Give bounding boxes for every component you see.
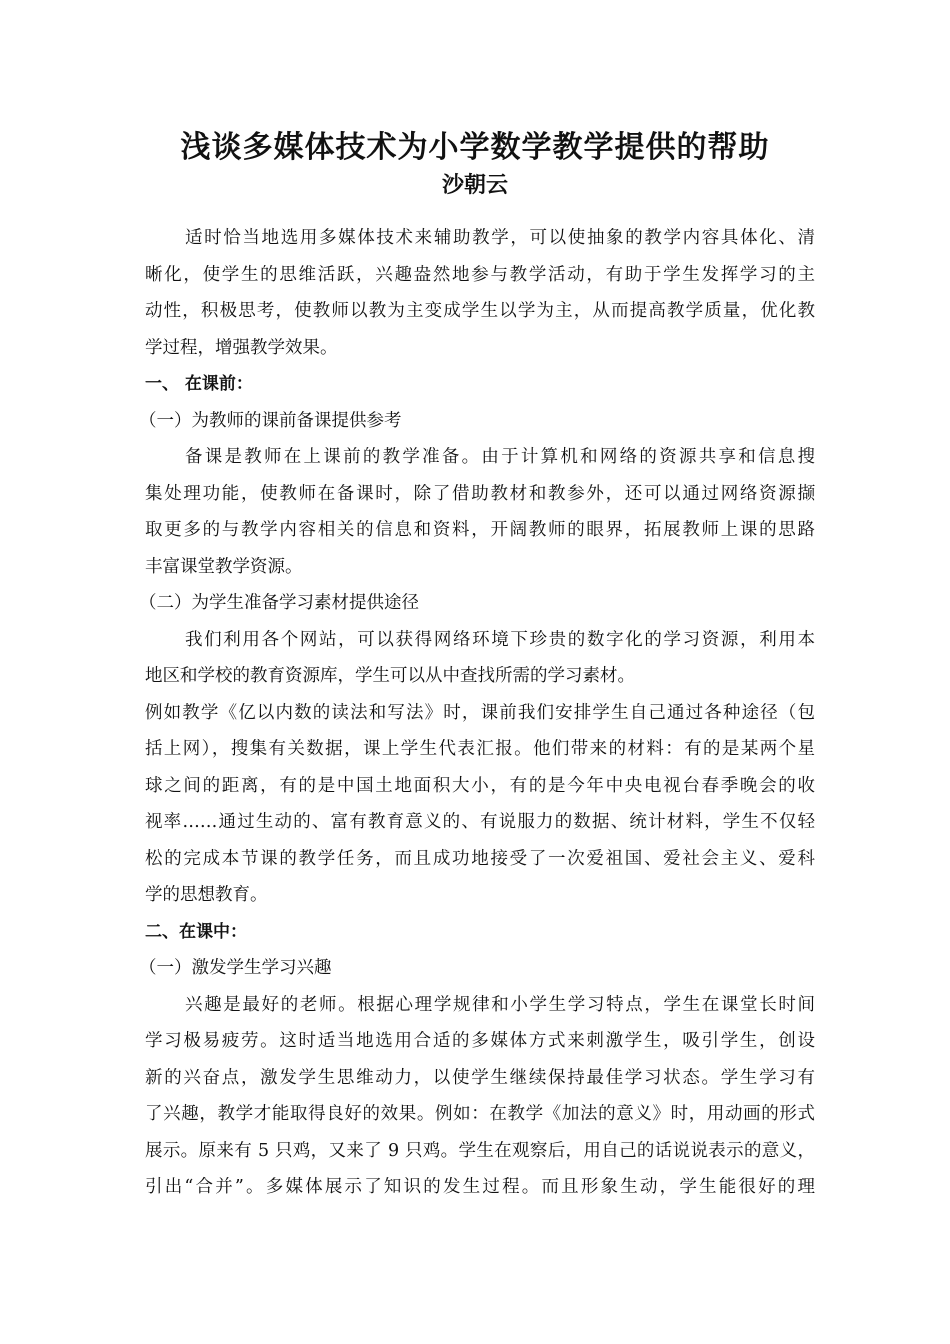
subsection-heading: （二）为学生准备学习素材提供途径 — [139, 593, 419, 613]
paragraph-line: 集处理功能，使教师在备课时，除了借助教材和教参外，还可以通过网络资源撷 — [145, 483, 815, 504]
document-body — [139, 220, 815, 1206]
subsection-heading: （一）为教师的课前备课提供参考 — [139, 410, 402, 431]
section-heading: 一、 在课前： — [145, 374, 253, 394]
paragraph-line: 括上网），搜集有关数据，课上学生代表汇报。他们带来的材料：有的是某两个星 — [145, 739, 815, 759]
paragraph-line: 适时恰当地选用多媒体技术来辅助教学，可以使抽象的教学内容具体化、清 — [185, 228, 815, 248]
section-heading: 二、在课中： — [145, 921, 247, 942]
paragraph-line: 学习极易疲劳。这时适当地选用合适的多媒体方式来刺激学生，吸引学生，创设 — [145, 1031, 815, 1051]
document-author: 沙朝云 — [441, 173, 508, 198]
paragraph-line: 我们利用各个网站，可以获得网络环境下珍贵的数字化的学习资源，利用本 — [185, 629, 815, 650]
paragraph-line: 晰化，使学生的思维活跃，兴趣盎然地参与教学活动，有助于学生发挥学习的主 — [145, 264, 815, 285]
paragraph-line: 动性，积极思考，使教师以教为主变成学生以学为主，从而提高教学质量，优化教 — [145, 301, 815, 321]
paragraph-line: 视率……通过生动的、富有教育意义的、有说服力的数据、统计材料，学生不仅轻 — [145, 812, 815, 832]
paragraph-line: 松的完成本节课的教学任务，而且成功地接受了一次爱祖国、爱社会主义、爱科 — [145, 848, 815, 869]
paragraph-line: 引出“合并”。多媒体展示了知识的发生过程。而且形象生动，学生能很好的理 — [145, 1177, 815, 1197]
paragraph-line: 了兴趣，教学才能取得良好的效果。例如：在教学《加法的意义》时，用动画的形式 — [145, 1104, 815, 1124]
paragraph-line: 学的思想教育。 — [145, 885, 268, 905]
paragraph-line: 丰富课堂教学资源。 — [145, 556, 303, 577]
document-title: 浅谈多媒体技术为小学数学教学提供的帮助 — [180, 130, 770, 165]
paragraph-line: 备课是教师在上课前的教学准备。由于计算机和网络的资源共享和信息搜 — [185, 447, 815, 467]
paragraph-line: 新的兴奋点，激发学生思维动力，以使学生继续保持最佳学习状态。学生学习有 — [145, 1067, 815, 1088]
paragraph-line: 例如教学《亿以内数的读法和写法》时，课前我们安排学生自己通过各种途径（包 — [145, 702, 815, 723]
paragraph-line: 球之间的距离，有的是中国土地面积大小，有的是今年中央电视台春季晚会的收 — [145, 775, 815, 796]
paragraph-line: 展示。原来有 5 只鸡，又来了 9 只鸡。学生在观察后，用自己的话说说表示的意义， — [145, 1140, 815, 1161]
paragraph-line: 学过程，增强教学效果。 — [145, 337, 338, 358]
paragraph-line: 取更多的与教学内容相关的信息和资料，开阔教师的眼界，拓展教师上课的思路 — [145, 520, 815, 540]
subsection-heading: （一）激发学生学习兴趣 — [139, 958, 332, 978]
paragraph-line: 地区和学校的教育资源库，学生可以从中查找所需的学习素材。 — [145, 666, 635, 686]
paragraph-line: 兴趣是最好的老师。根据心理学规律和小学生学习特点，学生在课堂长时间 — [185, 994, 815, 1015]
